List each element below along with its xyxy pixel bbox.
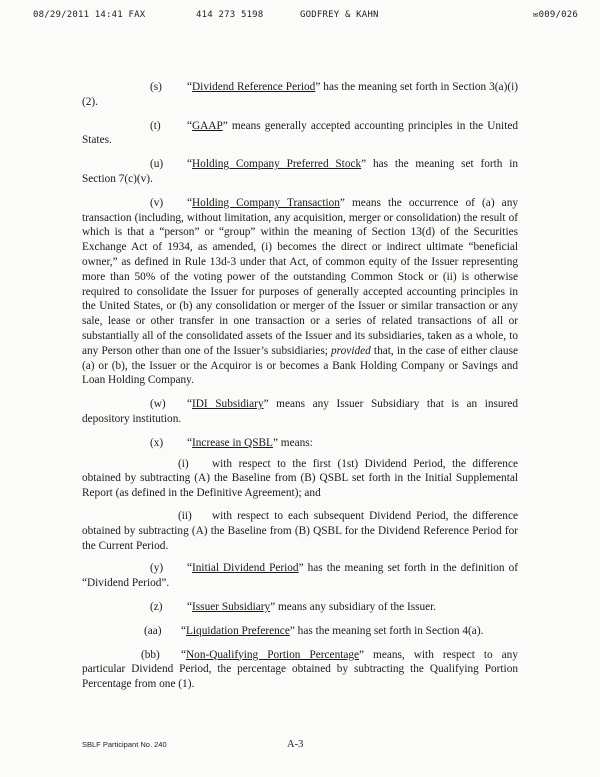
definition-label: (w) xyxy=(150,398,166,411)
definition-label: (bb) xyxy=(141,648,160,661)
defined-term: Issuer Subsidiary xyxy=(192,600,271,613)
definition-text: ” means, with respect to any particular Dividend Period, the percentage obtained by subtracting the Qualifying Portion Percentage from one (1). xyxy=(82,648,518,691)
sub-label: (ii) xyxy=(178,509,192,522)
fax-page-code: ✉009/026 xyxy=(533,10,578,20)
definition-text: ” means any subsidiary of the Issuer. xyxy=(270,600,437,613)
definition-t: (t) “GAAP” means generally accepted accounting principles in the United States. xyxy=(82,119,518,147)
fax-number: 414 273 5198 xyxy=(196,10,264,20)
sub-text: with respect to each subsequent Dividend Period, the difference obtained by subtracting (A) the Baseline from (B) QSBL for the Dividend Reference Period for the Current Period. xyxy=(82,509,518,552)
fax-datetime: 08/29/2011 14:41 FAX xyxy=(33,10,146,20)
definition-label: (s) xyxy=(150,81,162,93)
definition-s: (s) “Dividend Reference Period” has the meaning set forth in Section 3(a)(i)(2). xyxy=(82,81,518,108)
definition-aa: (aa) “Liquidation Preference” has the meaning set forth in Section 4(a). xyxy=(144,624,484,637)
definition-text: ” has the meaning set forth in Section 4(a). xyxy=(289,624,484,637)
definition-label: (aa) xyxy=(144,624,162,637)
definition-text: ” has the meaning set forth in Section 3(a)(i)(2). xyxy=(82,81,518,108)
definition-v: (v) “Holding Company Transaction” means the occurrence of (a) any transaction (including, without limitation, any acquisition, merger or consolidation) the result of which is that a “person” or “group” within the meaning of Section 13(d) of the Securities Exchange Act of 1934, as amended, (i) becomes the direct or indirect ultimate “beneficial owner,” as defined in Rule 13d-3 under that Act, of common equity of the Issuer representing more than 50% of the voting power of the outstanding Common Stock or (ii) is otherwise required to consolidate the Issuer for purposes of generally accepted accounting principles in the United States, or (b) any consolidation or merger of the Issuer or similar transaction or any sale, lease or other transfer in one transaction or a series of related transactions of all or substantially all of the consolidated assets of the Issuer and its subsidiaries, taken as a whole, to any Person other than one of the Issuer’s subsidiaries; provided that, in the case of either clause (a) or (b), the Issuer or the Acquiror is or becomes a Bank Holding Company or Savings and Loan Holding Company. xyxy=(82,196,518,387)
definition-label: (z) xyxy=(150,600,163,613)
definition-bb: (bb) “Non-Qualifying Portion Percentage” means, with respect to any particular Dividend Period, the percentage obtained by subtracting the Qualifying Portion Percentage from one (1). xyxy=(82,648,518,691)
definition-x: (x) “Increase in QSBL” means: xyxy=(150,436,313,449)
defined-term: Dividend Reference Period xyxy=(192,81,316,93)
defined-term: Liquidation Preference xyxy=(186,624,290,637)
sub-definition-ii xyxy=(82,509,518,553)
defined-term: Holding Company Preferred Stock xyxy=(192,158,362,171)
defined-term: Initial Dividend Period xyxy=(192,562,299,575)
defined-term: IDI Subsidiary xyxy=(192,398,264,411)
definition-text-cont: that, in the case of either clause (a) or (b), the Issuer or the Acquiror is or becomes a Bank Holding Company or Savings and Loan Holding Company. xyxy=(82,344,518,387)
fax-firm-name: GODFREY & KAHN xyxy=(300,10,379,20)
defined-term: GAAP xyxy=(192,119,223,132)
definition-label: (u) xyxy=(150,158,164,171)
definition-label: (t) xyxy=(150,119,161,132)
sub-definition-i xyxy=(82,457,518,501)
defined-term: Holding Company Transaction xyxy=(192,196,340,209)
definition-label: (x) xyxy=(150,436,164,449)
definition-text: ” has the meaning set forth in the definition of “Dividend Period”. xyxy=(82,562,519,590)
definition-italic: provided xyxy=(331,344,371,357)
participant-number: SBLF Participant No. 240 xyxy=(82,740,167,749)
definition-y: (y) “Initial Dividend Period” has the meaning set forth in the definition of “Dividend Period”. xyxy=(82,562,519,590)
definition-text: ” means any Issuer Subsidiary that is an insured depository institution. xyxy=(82,398,518,425)
definition-text: ” means the occurrence of (a) any transaction (including, without limitation, any acquisition, merger or consolidation) the result of which is that a “person” or “group” within the meaning of Section 13(d) of the Securities Exchange Act of 1934, as amended, (i) becomes the direct or indirect ultimate “beneficial owner,” as defined in Rule 13d-3 under that Act, of common equity of the Issuer representing more than 50% of the voting power of the outstanding Common Stock or (ii) is otherwise required to consolidate the Issuer for purposes of generally accepted accounting principles in the United States, or (b) any consolidation or merger of the Issuer or similar transaction or any sale, lease or other transfer in one transaction or a series of related transactions of all or substantially all of the consolidated assets of the Issuer and its subsidiaries, taken as a whole, to any Person other than one of the Issuer’s subsidiaries; xyxy=(82,196,518,357)
defined-term: Non-Qualifying Portion Percentage xyxy=(186,648,360,661)
definition-text: ” has the meaning set forth in Section 7(c)(v). xyxy=(82,158,519,185)
fax-header xyxy=(33,10,578,24)
definition-z: (z) “Issuer Subsidiary” means any subsidiary of the Issuer. xyxy=(150,600,437,613)
definition-text: ” means: xyxy=(272,436,313,449)
document-body xyxy=(82,80,518,701)
definition-u: (u) “Holding Company Preferred Stock” has the meaning set forth in Section 7(c)(v). xyxy=(82,158,519,185)
definition-label: (y) xyxy=(150,562,164,575)
defined-term: Increase in QSBL xyxy=(192,436,273,449)
definition-w: (w) “IDI Subsidiary” means any Issuer Subsidiary that is an insured depository institution. xyxy=(82,398,518,425)
definition-text: ” means generally accepted accounting principles in the United States. xyxy=(82,119,518,147)
sub-text: with respect to the first (1st) Dividend Period, the difference obtained by subtracting (A) the Baseline from (B) QSBL set forth in the Initial Supplemental Report (as defined in the Definitive Agreement); and xyxy=(82,457,518,500)
definition-label: (v) xyxy=(150,196,164,209)
sub-label: (i) xyxy=(178,457,189,470)
page-number: A-3 xyxy=(287,739,304,750)
